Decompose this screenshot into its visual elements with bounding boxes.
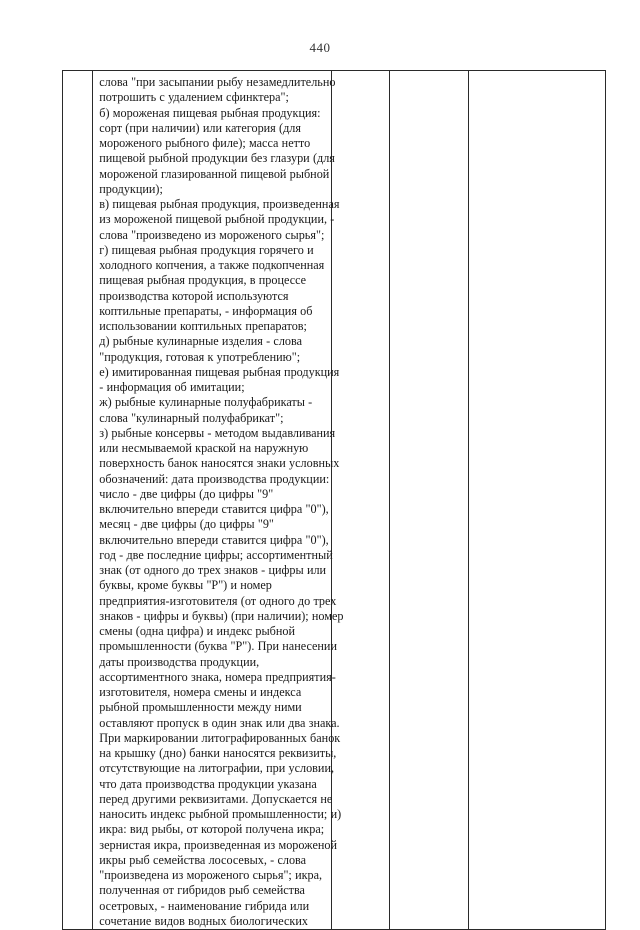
text-line: потрошить с удалением сфинктера";: [99, 90, 289, 105]
table-cell-col5: [468, 71, 605, 930]
text-line: полученная от гибридов рыб семейства: [99, 883, 305, 898]
text-line: месяц - две цифры (до цифры "9": [99, 517, 274, 532]
text-line: включительно впереди ставится цифра "0"),: [99, 532, 329, 547]
text-line: из мороженой пищевой рыбной продукции, -: [99, 212, 335, 227]
text-line: даты производства продукции,: [99, 654, 260, 669]
text-line: включительно впереди ставится цифра "0"),: [99, 502, 329, 516]
text-line: год - две последние цифры; ассортиментный: [99, 547, 333, 562]
text-line: зернистая икра, произведенная из мороженой: [99, 837, 337, 852]
table-cell-col3: [332, 71, 390, 930]
text-line: на крышку (дно) банки наносятся реквизиты,: [99, 746, 337, 760]
text-line: в) пищевая рыбная продукция, произведенная: [99, 197, 340, 211]
text-line: обозначений: дата производства продукции:: [99, 471, 330, 486]
text-line: поверхность банок наносятся знаки условных: [99, 456, 340, 471]
text-line: предприятия-изготовителя (от одного до трех: [99, 593, 337, 608]
page-number: 440: [309, 40, 331, 55]
text-line: е) имитированная пищевая рыбная продукция: [99, 364, 340, 379]
text-line: слова "при засыпании рыбу незамедлительно: [99, 75, 336, 89]
table-row: [63, 71, 606, 930]
text-line: рыбной промышленности между ними: [99, 700, 302, 715]
text-line: буквы, кроме буквы "Р") и номер: [99, 578, 272, 593]
text-line: холодного копчения, а также подкопченная: [99, 258, 325, 272]
regulation-table: [62, 70, 606, 930]
table-cell-requirements: [93, 71, 344, 930]
table-cell-col4: [389, 71, 468, 930]
text-line: использовании коптильных препаратов;: [99, 319, 307, 333]
text-line: б) мороженая пищевая рыбная продукция:: [99, 105, 321, 120]
text-line: пищевая рыбная продукция, в процессе: [99, 273, 307, 288]
text-line: икры рыб семейства лососевых, - слова: [99, 852, 307, 867]
text-line: сорт (при наличии) или категория (для: [99, 120, 301, 135]
text-line: сочетание видов водных биологических: [99, 913, 308, 928]
text-line: икра: вид рыбы, от которой получена икра;: [99, 822, 325, 837]
text-line: смены (одна цифра) и индекс рыбной: [99, 624, 296, 638]
text-line: наносить индекс рыбной промышленности; и): [99, 807, 342, 821]
text-line: отсутствующие на литографии, при условии,: [99, 761, 335, 776]
table-cell-number: [63, 71, 93, 930]
text-line: продукции);: [99, 181, 163, 196]
text-line: коптильные препараты, - информация об: [99, 303, 313, 318]
text-line: слова "произведено из мороженого сырья";: [99, 227, 325, 242]
text-line: или несмываемой краской на наружную: [99, 441, 309, 455]
text-line: промышленности (буква "Р"). При нанесении: [99, 639, 337, 654]
text-line: знак (от одного до трех знаков - цифры или: [99, 563, 327, 577]
text-line: изготовителя, номера смены и индекса: [99, 685, 302, 699]
text-line: производства которой используются: [99, 288, 289, 303]
text-line: слова "кулинарный полуфабрикат";: [99, 410, 284, 425]
text-line: перед другими реквизитами. Допускается не: [99, 791, 333, 806]
text-line: д) рыбные кулинарные изделия - слова: [99, 334, 303, 349]
text-line: "продукция, готовая к употреблению";: [99, 349, 301, 364]
text-line: При маркировании литографированных банок: [99, 730, 341, 745]
text-line: мороженого рыбного филе); масса нетто: [99, 136, 311, 150]
requirements-text: [93, 71, 344, 929]
text-line: что дата производства продукции указана: [99, 776, 317, 791]
text-line: - информация об имитации;: [99, 380, 245, 394]
text-line: ассортиментного знака, номера предприятия-: [99, 669, 336, 684]
text-line: оставляют пропуск в один знак или два знака.: [99, 715, 340, 730]
text-line: ж) рыбные кулинарные полуфабрикаты -: [99, 395, 313, 410]
text-line: з) рыбные консервы - методом выдавливания: [99, 425, 336, 440]
text-line: мороженой глазированной пищевой рыбной: [99, 166, 330, 181]
text-line: г) пищевая рыбная продукция горячего и: [99, 242, 314, 257]
text-line: осетровых, - наименование гибрида или: [99, 898, 310, 913]
text-line: знаков - цифры и буквы) (при наличии); номер: [99, 608, 344, 623]
text-line: пищевой рыбной продукции без глазури (для: [99, 151, 335, 166]
text-line: "произведена из мороженого сырья"; икра,: [99, 868, 323, 882]
text-line: число - две цифры (до цифры "9": [99, 486, 274, 501]
